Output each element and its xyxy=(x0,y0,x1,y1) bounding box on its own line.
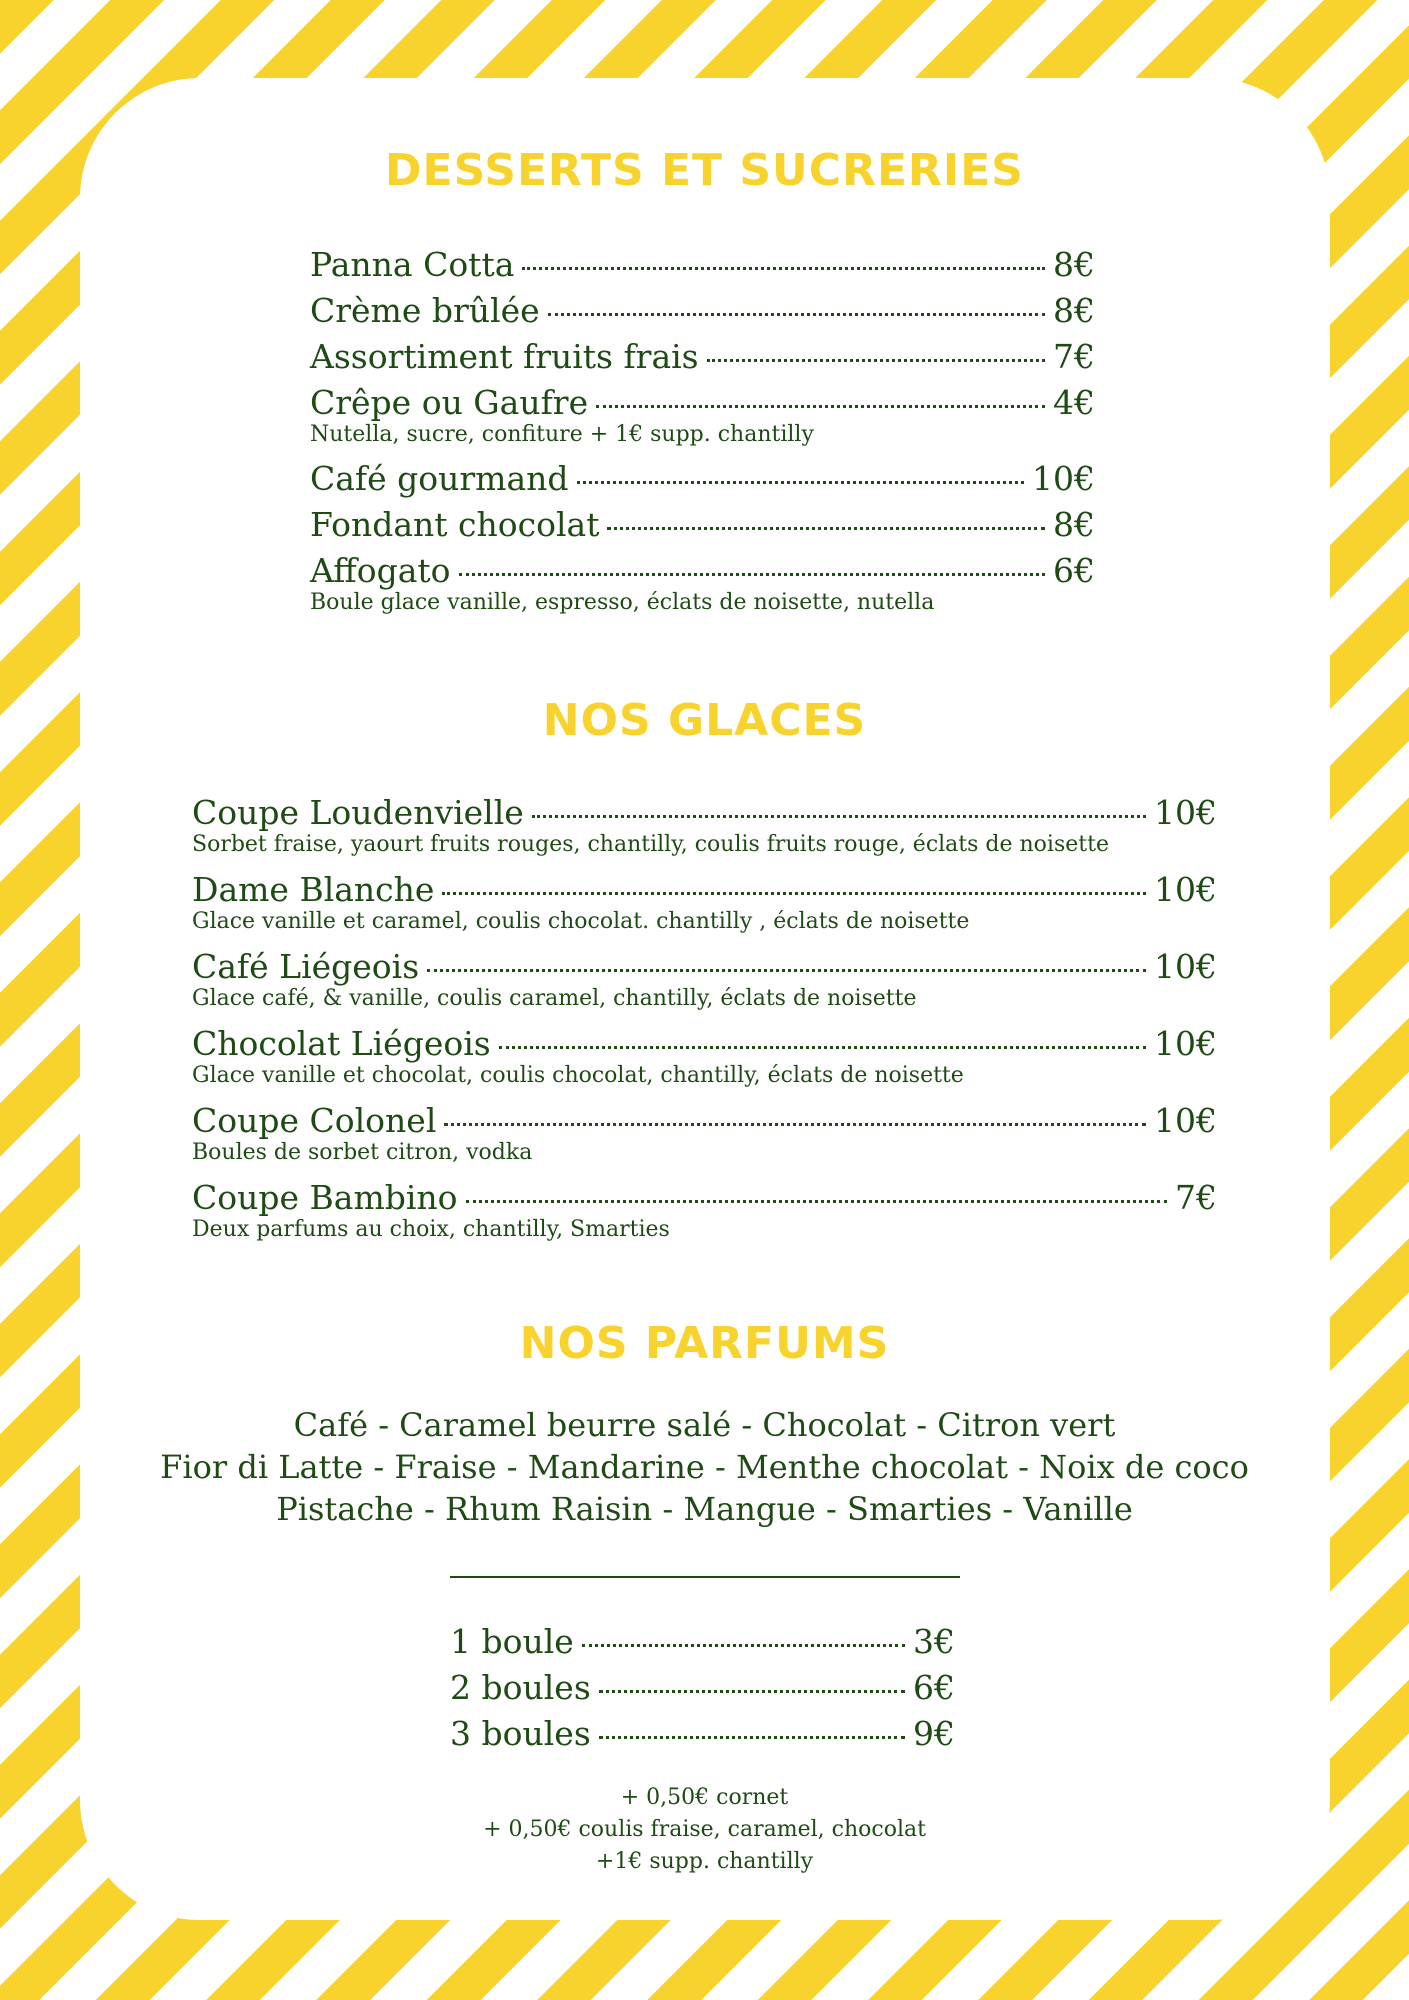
item-name: Coupe Bambino xyxy=(192,1178,458,1217)
item-price: 7€ xyxy=(1053,337,1095,376)
item-price: 8€ xyxy=(1053,245,1095,284)
leader-dots xyxy=(607,527,1045,530)
item-name: Dame Blanche xyxy=(192,870,435,909)
parfums-title: NOS PARFUMS xyxy=(519,1318,890,1369)
dessert-item xyxy=(310,245,1095,291)
leader-dots xyxy=(444,1123,1146,1126)
flavors-line: Fior di Latte - Fraise - Mandarine - Menthe chocolat - Noix de coco xyxy=(160,1448,1249,1486)
flavors-list xyxy=(0,1404,1409,1530)
leader-dots xyxy=(596,405,1045,408)
item-price: 10€ xyxy=(1154,1101,1217,1140)
dessert-item xyxy=(310,459,1095,505)
item-description: Sorbet fraise, yaourt fruits rouges, chantilly, coulis fruits rouge, éclats de noisette xyxy=(192,832,1109,857)
flavors-line: Café - Caramel beurre salé - Chocolat - Citron vert xyxy=(293,1406,1116,1444)
glace-item xyxy=(192,1024,1217,1101)
item-price: 10€ xyxy=(1154,1024,1217,1063)
extra-note: + 0,50€ coulis fraise, caramel, chocolat xyxy=(483,1817,926,1842)
item-price: 6€ xyxy=(1053,551,1095,590)
item-price: 10€ xyxy=(1154,793,1217,832)
desserts-title: DESSERTS ET SUCRERIES xyxy=(385,145,1024,196)
item-price: 7€ xyxy=(1175,1178,1217,1217)
item-name: 1 boule xyxy=(450,1622,574,1661)
item-description: Boule glace vanille, espresso, éclats de noisette, nutella xyxy=(310,590,935,615)
item-name: 3 boules xyxy=(450,1714,591,1753)
scoop-item xyxy=(450,1714,955,1760)
item-name: Fondant chocolat xyxy=(310,505,600,544)
item-name: Panna Cotta xyxy=(310,245,515,284)
item-name: 2 boules xyxy=(450,1668,591,1707)
scoops-list xyxy=(450,1622,955,1760)
glace-item xyxy=(192,1101,1217,1178)
extra-note: + 0,50€ cornet xyxy=(620,1785,789,1810)
item-name: Affogato xyxy=(310,551,451,590)
item-price: 4€ xyxy=(1053,383,1095,422)
item-description: Glace café, & vanille, coulis caramel, chantilly, éclats de noisette xyxy=(192,986,917,1011)
glace-item xyxy=(192,947,1217,1024)
item-price: 8€ xyxy=(1053,291,1095,330)
item-price: 9€ xyxy=(913,1714,955,1753)
item-name: Crème brûlée xyxy=(310,291,540,330)
leader-dots xyxy=(532,815,1146,818)
item-description: Nutella, sucre, confiture + 1€ supp. chantilly xyxy=(310,422,814,447)
item-price: 10€ xyxy=(1032,459,1095,498)
divider xyxy=(450,1576,960,1578)
item-name: Chocolat Liégeois xyxy=(192,1024,491,1063)
extras-notes xyxy=(0,1782,1409,1878)
item-price: 6€ xyxy=(913,1668,955,1707)
item-price: 10€ xyxy=(1154,947,1217,986)
item-name: Assortiment fruits frais xyxy=(310,337,699,376)
glaces-list xyxy=(192,793,1217,1255)
leader-dots xyxy=(582,1644,905,1647)
glace-item xyxy=(192,793,1217,870)
dessert-item xyxy=(310,291,1095,337)
leader-dots xyxy=(599,1736,905,1739)
item-description: Glace vanille et chocolat, coulis chocolat, chantilly, éclats de noisette xyxy=(192,1063,964,1088)
dessert-item xyxy=(310,383,1095,459)
leader-dots xyxy=(442,892,1146,895)
leader-dots xyxy=(522,267,1045,270)
item-price: 10€ xyxy=(1154,870,1217,909)
leader-dots xyxy=(548,313,1045,316)
dessert-item xyxy=(310,505,1095,551)
extra-note: +1€ supp. chantilly xyxy=(595,1849,814,1874)
item-price: 8€ xyxy=(1053,505,1095,544)
leader-dots xyxy=(499,1046,1146,1049)
dessert-item xyxy=(310,337,1095,383)
item-price: 3€ xyxy=(913,1622,955,1661)
item-name: Coupe Loudenvielle xyxy=(192,793,524,832)
leader-dots xyxy=(577,481,1024,484)
scoop-item xyxy=(450,1622,955,1668)
leader-dots xyxy=(466,1200,1167,1203)
glaces-title: NOS GLACES xyxy=(542,695,867,746)
item-description: Glace vanille et caramel, coulis chocolat. chantilly , éclats de noisette xyxy=(192,909,970,934)
item-name: Crêpe ou Gaufre xyxy=(310,383,589,422)
flavors-line: Pistache - Rhum Raisin - Mangue - Smarties - Vanille xyxy=(276,1490,1133,1528)
leader-dots xyxy=(707,359,1045,362)
item-name: Café gourmand xyxy=(310,459,569,498)
glace-item xyxy=(192,1178,1217,1255)
leader-dots xyxy=(459,573,1046,576)
leader-dots xyxy=(599,1690,905,1693)
item-description: Deux parfums au choix, chantilly, Smarties xyxy=(192,1217,670,1242)
desserts-list xyxy=(310,245,1095,627)
item-name: Café Liégeois xyxy=(192,947,420,986)
item-name: Coupe Colonel xyxy=(192,1101,437,1140)
item-description: Boules de sorbet citron, vodka xyxy=(192,1140,533,1165)
scoop-item xyxy=(450,1668,955,1714)
dessert-item xyxy=(310,551,1095,627)
glace-item xyxy=(192,870,1217,947)
leader-dots xyxy=(427,969,1146,972)
